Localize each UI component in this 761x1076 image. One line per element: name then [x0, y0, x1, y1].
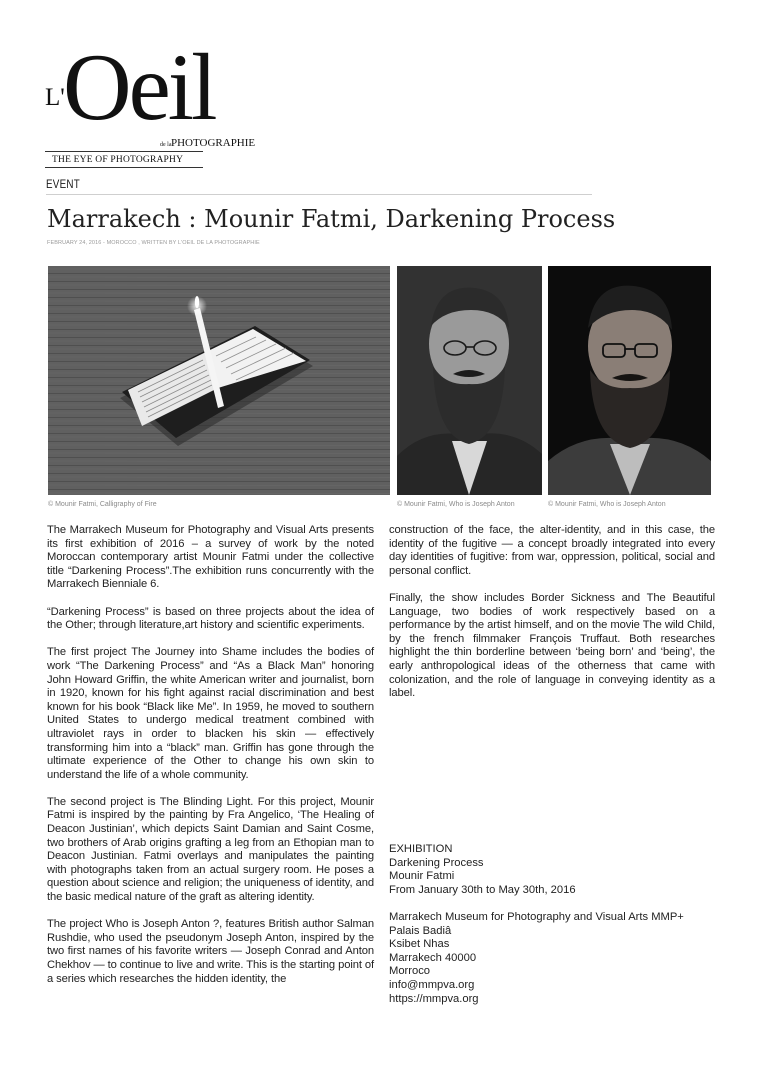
- article-title: Marrakech : Mounir Fatmi, Darkening Process: [47, 205, 616, 233]
- logo-tagline: THE EYE OF PHOTOGRAPHY: [52, 155, 184, 165]
- spacer: [389, 897, 684, 911]
- body-paragraph: The Marrakech Museum for Photography and Visual Arts presents its first exhibition of 2016 – a survey of work by the noted Moroccan contemporary artist Mounir Fatmi under the collective title “Darkening Process”.The exhibition runs concurrently with the Marrakech Bienniale 6.: [47, 524, 374, 591]
- exhibition-dates: From January 30th to May 30th, 2016: [389, 883, 576, 896]
- exhibition-country: Morroco: [389, 965, 431, 978]
- image-caption: © Mounir Fatmi, Who is Joseph Anton: [397, 501, 515, 508]
- category-divider: [46, 194, 592, 195]
- body-paragraph: The project Who is Joseph Anton ?, features British author Salman Rushdie, who used the pseudonym Joseph Anton, inspired by the two first names of his favorite writers — Joseph Conrad and Anton Chekhov — to continue to live and write. This is the starting point of a series which researches the hidden identity, the: [47, 918, 374, 985]
- article-meta: FEBRUARY 24, 2016 - MOROCCO , WRITTEN BY L'OEIL DE LA PHOTOGRAPHIE: [47, 240, 260, 246]
- exhibition-title: Darkening Process: [389, 856, 484, 869]
- exhibition-venue: Marrakech Museum for Photography and Visual Arts MMP+: [389, 910, 684, 923]
- portrait-illustration: [397, 266, 542, 495]
- photo-calligraphy-of-fire[interactable]: [48, 266, 390, 495]
- logo-prefix: L': [45, 84, 65, 111]
- logo-photographie: PHOTOGRAPHIE: [171, 137, 256, 149]
- article-body-right-column: [389, 524, 715, 714]
- image-caption: © Mounir Fatmi, Calligraphy of Fire: [48, 501, 157, 508]
- exhibition-artist: Mounir Fatmi: [389, 870, 455, 883]
- logo-de-la: de la: [160, 142, 172, 148]
- body-paragraph: Finally, the show includes Border Sickness and The Beautiful Language, two bodies of work respectively based on a performance by the artist himself, and on the movie The wild Child, by the french filmmaker François Truffaut. Both researches highlight the thin borderline between ‘being born’ and ‘being’, the early anthropological ideas of the otherness that came with colonization, and the role of language in conveying identity as a label.: [389, 591, 715, 700]
- body-paragraph: construction of the face, the alter-identity, and in this case, the identity of the fugitive — a concept broadly integrated into every day identities of fugitive: from war, oppression, political, social and personal conflict.: [389, 524, 715, 577]
- logo[interactable]: Oeil: [63, 34, 215, 140]
- exhibition-address-line: Ksibet Nhas: [389, 938, 450, 951]
- exhibition-email-link[interactable]: info@mmpva.org: [389, 978, 475, 991]
- exhibition-city: Marrakech 40000: [389, 951, 477, 964]
- body-paragraph: The second project is The Blinding Light. For this project, Mounir Fatmi is inspired by the painting by Fra Angelico, ‘The Healing of Deacon Justinian’, which depicts Saint Damian and Saint Cosme, two brothers of Arab origins grafting a leg from an Ethopian man to Deacon Justinian. Fatmi overlays and manipulates the painting with photographs taken from an actual surgery room. He poses a question about science and religion; the uniqueness of identity, and the basic medical nature of the graft as altering identity.: [47, 795, 374, 904]
- exhibition-website-link[interactable]: https://mmpva.org: [389, 992, 479, 1005]
- body-paragraph: “Darkening Process” is based on three projects about the idea of the Other; through literature,art history and scientific experiments.: [47, 605, 374, 632]
- article-body-left-column: [47, 524, 374, 1000]
- exhibition-heading: EXHIBITION: [389, 843, 453, 855]
- portrait-illustration: [548, 266, 711, 495]
- exhibition-address-line: Palais Badiâ: [389, 924, 452, 937]
- category-link[interactable]: EVENT: [46, 177, 81, 191]
- logo-divider-top: [45, 151, 203, 152]
- image-caption: © Mounir Fatmi, Who is Joseph Anton: [548, 501, 666, 508]
- logo-divider-bottom: [45, 167, 203, 168]
- exhibition-info: [389, 843, 684, 1006]
- body-paragraph: The first project The Journey into Shame includes the bodies of work “The Darkening Process” and “As a Black Man” honoring John Howard Griffin, the white American writer and journalist, born in 1920, known for his fight against racial discrimination and best known for his book “Black like Me”. In 1959, he moved to southern United States to undergo medical treatment combined with ultraviolet rays in order to blacken his skin — effectively transforming him into a “black” man. Griffin has gone through the ultimate experience of the Other to change his own skin to understand the life of a whole community.: [47, 646, 374, 781]
- book-candle-illustration: [48, 266, 390, 495]
- photo-who-is-joseph-anton-1[interactable]: [397, 266, 542, 495]
- photo-who-is-joseph-anton-2[interactable]: [548, 266, 711, 495]
